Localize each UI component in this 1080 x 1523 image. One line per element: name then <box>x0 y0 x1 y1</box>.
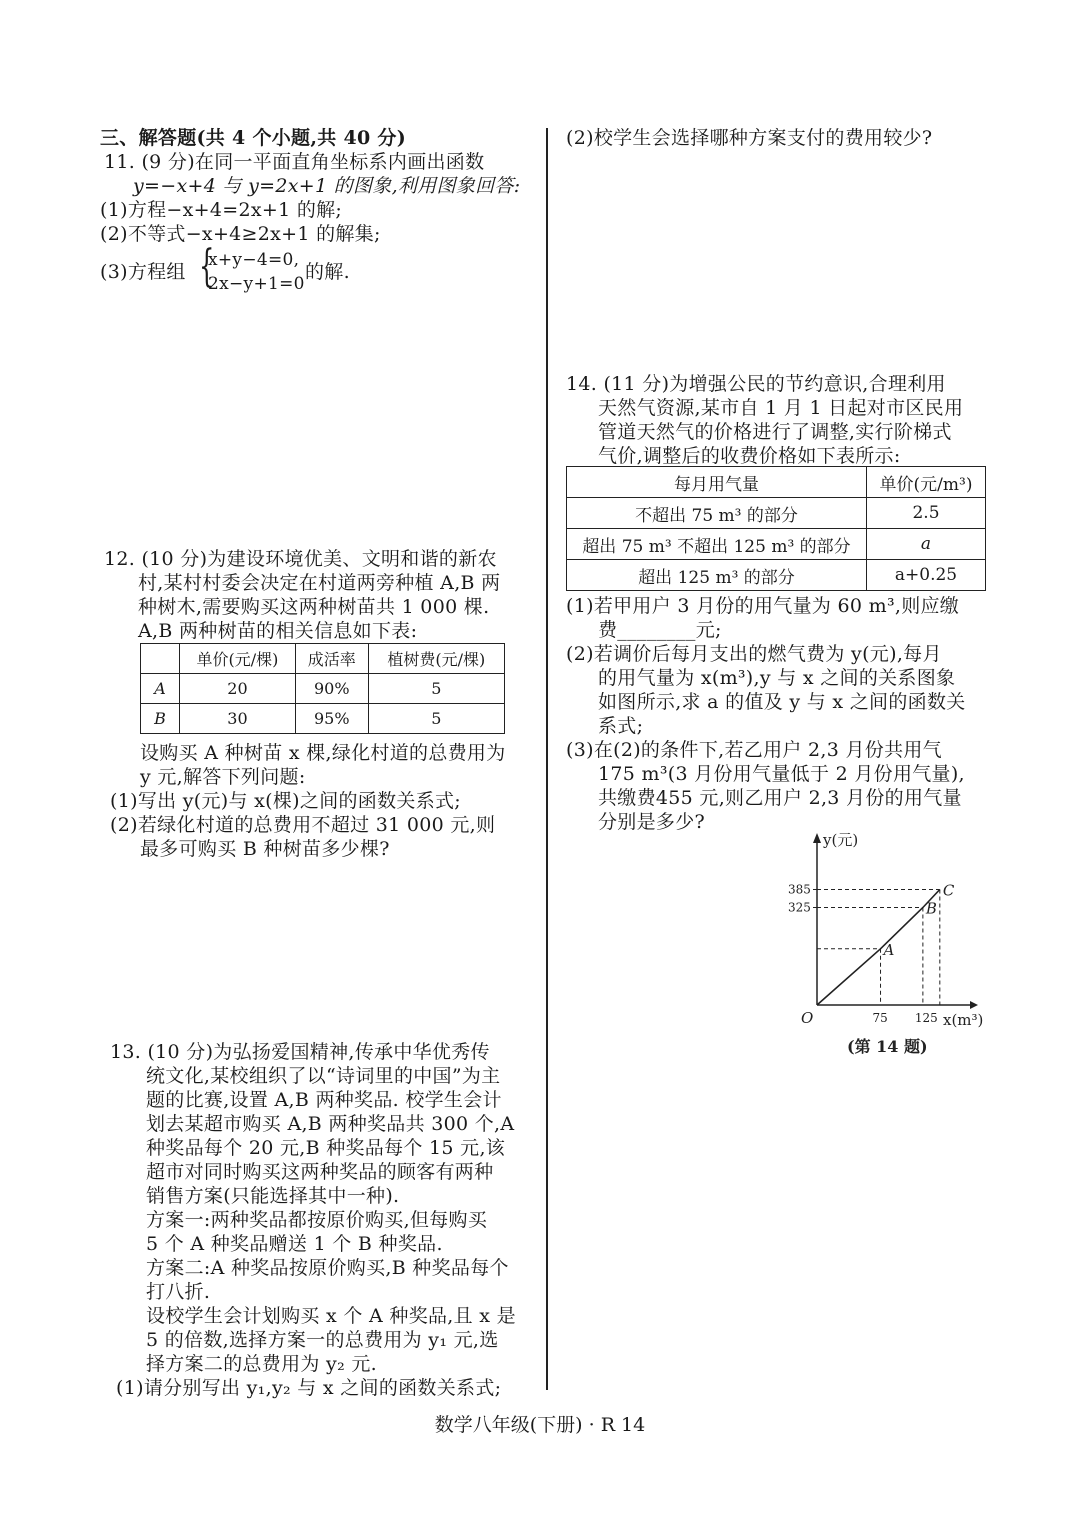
point-label: A <box>883 940 895 959</box>
q14-line2: 天然气资源,某市自 1 月 1 日起对市区民用 <box>598 397 964 419</box>
table-cell: 95% <box>295 704 368 734</box>
figure-caption: (第 14 题) <box>847 1037 928 1055</box>
table-cell: B <box>141 704 180 734</box>
x-tick-label: 75 <box>872 1011 888 1025</box>
table-row <box>567 529 986 560</box>
table-cell: 20 <box>180 674 296 704</box>
table-cell: 2.5 <box>867 498 986 529</box>
q14-line1: 14. (11 分)为增强公民的节约意识,合理利用 <box>566 373 946 395</box>
q12-part1: (1)写出 y(元)与 x(棵)之间的函数关系式; <box>110 790 461 812</box>
table-header-cell: 成活率 <box>295 644 368 674</box>
section-title: 三、解答题(共 4 个小题,共 40 分) <box>100 127 407 149</box>
q13-line7: 销售方案(只能选择其中一种). <box>146 1185 400 1207</box>
q13-line5: 种奖品每个 20 元,B 种奖品每个 15 元,该 <box>146 1137 506 1159</box>
q12-line1: 12. (10 分)为建设环境优美、文明和谐的新农 <box>104 548 497 570</box>
y-axis-arrow <box>813 833 821 843</box>
system-eq1: x+y−4=0, <box>208 250 300 270</box>
q13-plan2b: 打八折. <box>146 1281 211 1303</box>
q13-line3: 题的比赛,设置 A,B 两种奖品. 校学生会计 <box>146 1089 502 1111</box>
q12-line5: 设购买 A 种树苗 x 棵,绿化村道的总费用为 <box>140 742 506 764</box>
gas-cost-graph <box>775 825 1015 1055</box>
q12-part2a: (2)若绿化村道的总费用不超过 31 000 元,则 <box>110 814 496 836</box>
q14-part2c: 如图所示,求 a 的值及 y 与 x 之间的函数关 <box>598 691 966 713</box>
column-divider <box>546 128 548 1390</box>
table-cell: 5 <box>368 674 504 704</box>
table-header-cell: 单价(元/棵) <box>180 644 296 674</box>
q14-part2d: 系式; <box>598 715 644 737</box>
table-cell: 5 <box>368 704 504 734</box>
q12-line2: 村,某村村委会决定在村道两旁种植 A,B 两 <box>138 572 501 594</box>
q14-part2b: 的用气量为 x(m³),y 与 x 之间的关系图象 <box>598 667 956 689</box>
table-header-cell: 植树费(元/棵) <box>368 644 504 674</box>
q13-part2: (2)校学生会选择哪种方案支付的费用较少? <box>566 127 933 149</box>
table-header-row <box>141 644 505 674</box>
q13-line6: 超市对同时购买这两种奖品的顾客有两种 <box>146 1161 494 1183</box>
system-brace: { <box>199 241 215 292</box>
table-cell: 超出 75 m³ 不超出 125 m³ 的部分 <box>567 529 867 560</box>
point-label: B <box>925 899 937 918</box>
q11-line4: (2)不等式−x+4≥2x+1 的解集; <box>100 223 381 245</box>
table-cell: 90% <box>295 674 368 704</box>
q13-line12: 设校学生会计划购买 x 个 A 种奖品,且 x 是 <box>146 1305 516 1327</box>
table-header-cell: 每月用气量 <box>567 467 867 498</box>
graph-axes <box>813 833 978 1009</box>
q14-part1b: 费________元; <box>598 619 722 641</box>
q11-line5-suffix: 的解. <box>305 261 350 283</box>
q13-line4: 划去某超市购买 A,B 两种奖品共 300 个,A <box>146 1113 515 1135</box>
table-header-cell <box>141 644 180 674</box>
y-tick-label: 325 <box>788 900 811 915</box>
q12-part2b: 最多可购买 B 种树苗多少棵? <box>140 838 390 860</box>
table-cell: A <box>141 674 180 704</box>
q11-line5-prefix: (3)方程组 <box>100 261 186 283</box>
q14-part3c: 共缴费455 元,则乙用户 2,3 月份的用气量 <box>598 787 962 809</box>
q14-line3: 管道天然气的价格进行了调整,实行阶梯式 <box>598 421 952 443</box>
table-cell: 超出 125 m³ 的部分 <box>567 560 867 591</box>
q14-part1a: (1)若甲用户 3 月份的用气量为 60 m³,则应缴 <box>566 595 960 617</box>
x-tick-label: 125 <box>914 1011 938 1025</box>
q12-line3: 种树木,需要购买这两种树苗共 1 000 棵. <box>138 596 490 618</box>
gas-price-table <box>566 466 986 591</box>
q13-plan1b: 5 个 A 种奖品赠送 1 个 B 种奖品. <box>146 1233 443 1255</box>
q14-part2a: (2)若调价后每月支出的燃气费为 y(元),每月 <box>566 643 942 665</box>
q14-part3b: 175 m³(3 月份用气量低于 2 月份用气量), <box>598 763 965 785</box>
origin-label: O <box>801 1009 814 1027</box>
q13-line2: 统文化,某校组织了以“诗词里的中国”为主 <box>146 1065 501 1087</box>
q13-part1: (1)请分别写出 y₁,y₂ 与 x 之间的函数关系式; <box>116 1377 502 1399</box>
table-cell: a+0.25 <box>867 560 986 591</box>
page-footer: 数学八年级(下册) · R 14 <box>434 1414 646 1436</box>
table-header-cell: 单价(元/m³) <box>867 467 986 498</box>
x-axis-arrow <box>970 1001 978 1009</box>
q11-line2: y=−x+4 与 y=2x+1 的图象,利用图象回答: <box>133 175 521 197</box>
q13-line1: 13. (10 分)为弘扬爱国精神,传承中华优秀传 <box>110 1041 490 1063</box>
q12-line4: A,B 两种树苗的相关信息如下表: <box>138 620 418 642</box>
q14-part3a: (3)在(2)的条件下,若乙用户 2,3 月份共用气 <box>566 739 942 761</box>
table-cell: 不超出 75 m³ 的部分 <box>567 498 867 529</box>
q13-plan1a: 方案一:两种奖品都按原价购买,但每购买 <box>146 1209 488 1231</box>
table-cell: a <box>867 529 986 560</box>
q11-line1: 11. (9 分)在同一平面直角坐标系内画出函数 <box>104 151 485 173</box>
tree-info-table <box>140 643 505 734</box>
table-cell: 30 <box>180 704 296 734</box>
y-axis-label: y(元) <box>823 831 859 849</box>
q13-line13: 5 的倍数,选择方案一的总费用为 y₁ 元,选 <box>146 1329 499 1351</box>
table-row <box>567 560 986 591</box>
x-axis-label: x(m³) <box>943 1011 984 1029</box>
series-line <box>817 890 940 1006</box>
table-header-row <box>567 467 986 498</box>
table-row <box>567 498 986 529</box>
table-row <box>141 674 505 704</box>
q13-plan2a: 方案二:A 种奖品按原价购买,B 种奖品每个 <box>146 1257 509 1279</box>
table-row <box>141 704 505 734</box>
graph-curve <box>817 890 940 1006</box>
q13-line14: 择方案二的总费用为 y₂ 元. <box>146 1353 377 1375</box>
point-label: C <box>942 881 955 900</box>
y-tick-label: 385 <box>788 882 811 897</box>
system-eq2: 2x−y+1=0 <box>208 274 305 294</box>
q11-line3: (1)方程−x+4=2x+1 的解; <box>100 199 343 221</box>
q12-line6: y 元,解答下列问题: <box>140 766 306 788</box>
q14-line4: 气价,调整后的收费价格如下表所示: <box>598 445 901 467</box>
q14-part3d: 分别是多少? <box>598 811 705 833</box>
